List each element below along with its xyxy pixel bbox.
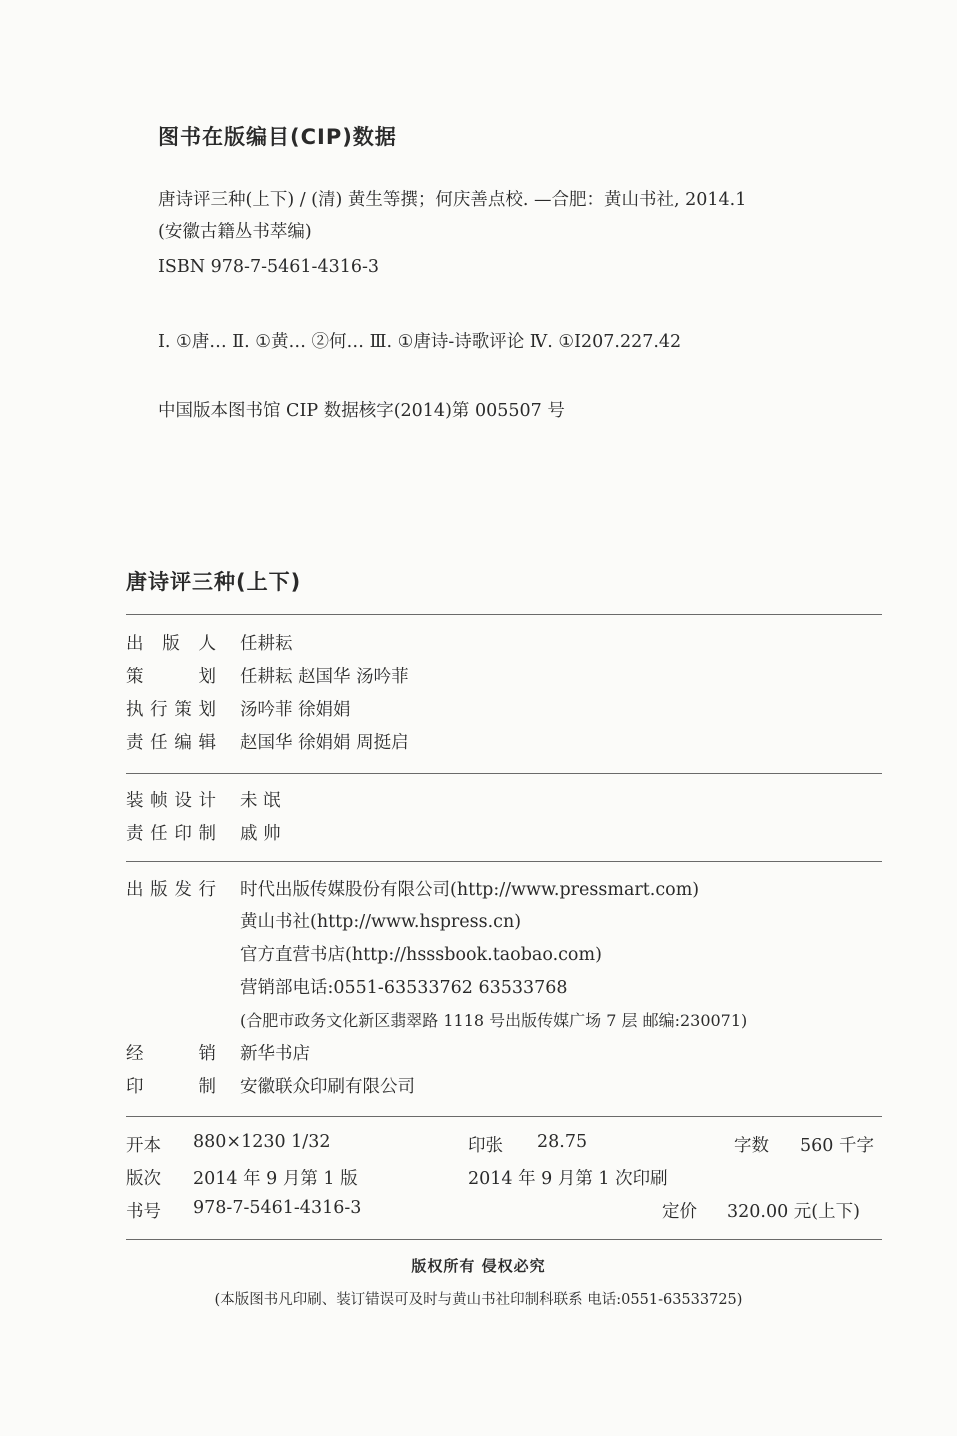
divider	[126, 861, 882, 862]
price-value: 320.00 元(上下)	[727, 1202, 860, 1222]
design-label: 责 任 印 制	[126, 824, 216, 844]
design-label: 装 帧 设 计	[126, 791, 216, 811]
sheets-value: 28.75	[537, 1132, 588, 1152]
sheets-label: 印张	[468, 1136, 503, 1156]
cip-record-number: 中国版本图书馆 CIP 数据核字(2014)第 005507 号	[158, 401, 565, 421]
printing-value: 2014 年 9 月第 1 次印刷	[468, 1169, 668, 1189]
staff-value: 汤吟菲 徐娟娟	[240, 700, 351, 720]
staff-label: 责 任 编 辑	[126, 733, 216, 753]
staff-value: 赵国华 徐娟娟 周挺启	[240, 733, 409, 753]
divider	[126, 1116, 882, 1117]
cip-heading: 图书在版编目(CIP)数据	[158, 125, 397, 149]
distributor-label: 经 销	[126, 1044, 216, 1064]
staff-value: 任耕耘	[240, 634, 293, 654]
staff-label: 出 版 人	[126, 634, 216, 654]
divider	[126, 614, 882, 615]
publishing-label: 出 版 发 行	[126, 880, 216, 900]
publisher-line: 黄山书社(http://www.hspress.cn)	[240, 912, 522, 932]
staff-label: 执 行 策 划	[126, 700, 216, 720]
cip-classification: Ⅰ. ①唐… Ⅱ. ①黄… ②何… Ⅲ. ①唐诗-诗歌评论 Ⅳ. ①I207.227.42	[158, 332, 682, 352]
divider	[126, 773, 882, 774]
copyright-notice: 版权所有 侵权必究	[411, 1257, 546, 1275]
printer-value: 安徽联众印刷有限公司	[240, 1077, 415, 1097]
distributor-value: 新华书店	[240, 1044, 310, 1064]
copyright-note: (本版图书凡印刷、装订错误可及时与黄山书社印制科联系 电话:0551-63533725)	[214, 1292, 743, 1308]
isbn-label: 书号	[126, 1202, 161, 1222]
publisher-phone: 营销部电话:0551-63533762 63533768	[240, 978, 568, 998]
format-value: 880×1230 1/32	[193, 1132, 331, 1152]
isbn-value: 978-7-5461-4316-3	[193, 1198, 362, 1218]
staff-label: 策 划	[126, 667, 216, 687]
price-label: 定价	[662, 1202, 697, 1222]
format-label: 开本	[126, 1136, 161, 1156]
edition-value: 2014 年 9 月第 1 版	[193, 1169, 358, 1189]
book-title: 唐诗评三种(上下)	[126, 570, 302, 594]
design-value: 戚 帅	[240, 824, 281, 844]
divider	[126, 1239, 882, 1240]
words-value: 560 千字	[800, 1136, 874, 1156]
design-value: 未 氓	[240, 791, 281, 811]
staff-value: 任耕耘 赵国华 汤吟菲	[240, 667, 409, 687]
printer-label: 印 制	[126, 1077, 216, 1097]
edition-label: 版次	[126, 1169, 161, 1189]
cip-isbn: ISBN 978-7-5461-4316-3	[158, 257, 380, 277]
cip-series-line: (安徽古籍丛书萃编)	[158, 222, 312, 242]
publisher-address: (合肥市政务文化新区翡翠路 1118 号出版传媒广场 7 层 邮编:230071)	[240, 1011, 748, 1030]
cip-bibliographic-line: 唐诗评三种(上下) / (清) 黄生等撰；何庆善点校. —合肥：黄山书社, 2014.1	[158, 190, 747, 210]
words-label: 字数	[734, 1136, 769, 1156]
publisher-line: 时代出版传媒股份有限公司(http://www.pressmart.com)	[240, 880, 700, 900]
publisher-line: 官方直营书店(http://hsssbook.taobao.com)	[240, 945, 602, 965]
